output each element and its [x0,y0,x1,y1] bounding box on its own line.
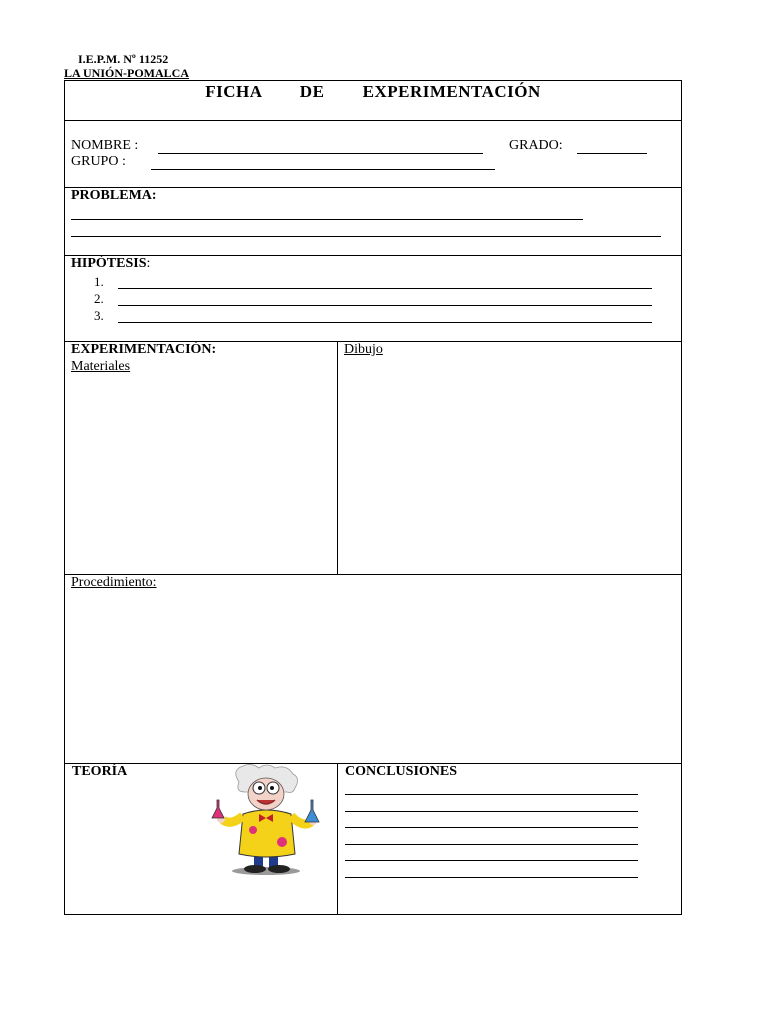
hipotesis-number-3: 3. [94,308,104,323]
teoria-label: TEORÍA [72,764,128,779]
nombre-field[interactable] [158,153,483,154]
conclusiones-label: CONCLUSIONES [345,764,458,779]
student-info-row [65,121,681,188]
hipotesis-colon: : [146,256,151,271]
procedimiento-row [65,575,681,764]
grupo-field[interactable] [151,169,495,170]
scientist-cartoon-icon [209,764,321,879]
grado-label: GRADO: [509,138,563,153]
nombre-label: NOMBRE : [71,138,139,153]
hipotesis-heading [71,256,150,272]
problema-line-2[interactable] [71,236,661,237]
experimentacion-row [65,342,681,575]
problema-label: PROBLEMA: [71,188,157,203]
hipotesis-number-2: 2. [94,291,104,306]
conclusiones-line-4[interactable] [345,844,638,845]
column-divider [337,342,338,574]
materiales-label: Materiales [71,359,131,374]
hipotesis-line-2[interactable] [118,305,652,306]
experiment-form [64,80,682,915]
procedimiento-label: Procedimiento: [71,575,157,590]
column-divider-bottom [337,764,338,914]
teoria-conclusiones-row [65,764,681,914]
conclusiones-line-1[interactable] [345,794,638,795]
hipotesis-row [65,256,681,342]
grado-field[interactable] [577,153,647,154]
conclusiones-line-6[interactable] [345,877,638,878]
experimentacion-label: EXPERIMENTACIÓN: [71,342,217,357]
title-row [65,81,681,121]
conclusiones-line-2[interactable] [345,811,638,812]
hipotesis-line-3[interactable] [118,322,652,323]
school-location: LA UNIÓN-POMALCA [64,66,189,80]
hipotesis-line-1[interactable] [118,288,652,289]
problema-row [65,188,681,256]
form-title: FICHA DE EXPERIMENTACIÓN [205,82,541,101]
hipotesis-label: HIPÓTESIS [71,256,147,271]
dibujo-label: Dibujo [344,342,383,357]
problema-line-1[interactable] [71,219,583,220]
conclusiones-line-3[interactable] [345,827,638,828]
grupo-label: GRUPO : [71,154,126,169]
conclusiones-line-5[interactable] [345,860,638,861]
school-name: I.E.P.M. Nº 11252 [78,52,169,66]
hipotesis-number-1: 1. [94,274,104,289]
